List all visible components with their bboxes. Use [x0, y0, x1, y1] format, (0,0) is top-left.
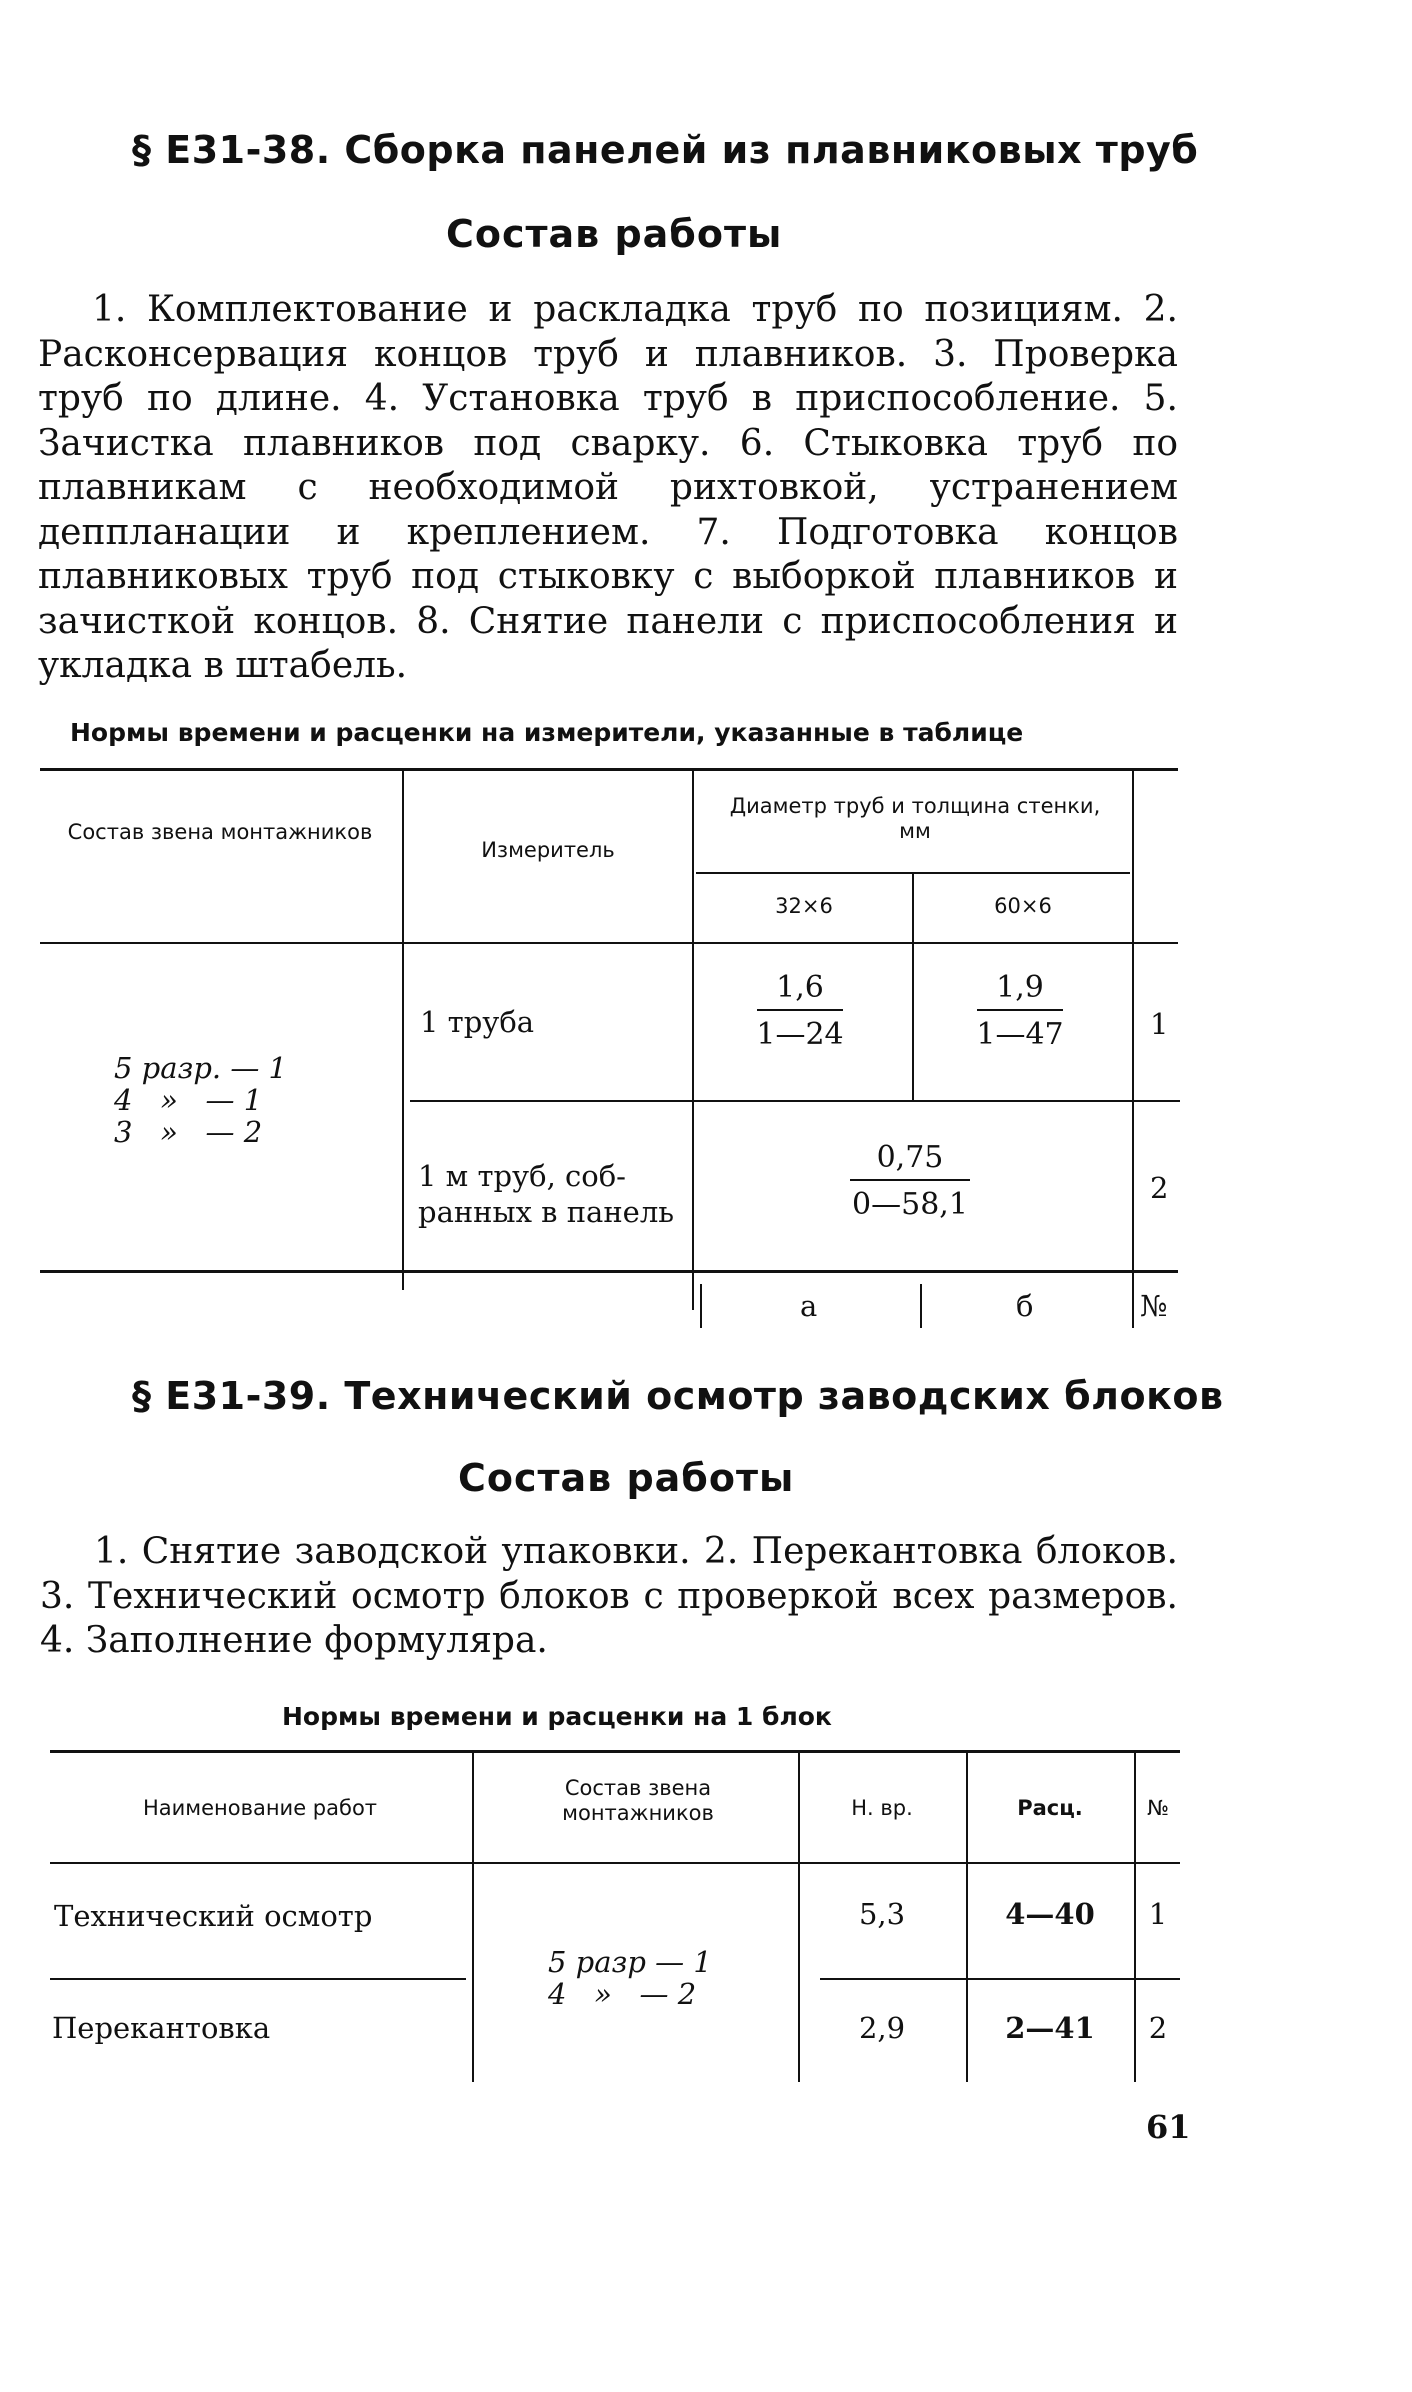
row2-merged-value: 0,75 0—58,1: [810, 1140, 1010, 1222]
row1-col-a-value: 1,6 1—24: [756, 970, 844, 1052]
row2-number-2: 2: [1148, 2011, 1168, 2045]
section1-subtitle: Состав работы: [446, 212, 783, 256]
row2-measure-line1: 1 м труб, соб-: [418, 1159, 626, 1193]
row1-price: 4—40: [1005, 1897, 1095, 1931]
row1-work: Технический осмотр: [54, 1899, 373, 1933]
row1-number: 1: [1150, 1007, 1169, 1041]
section1-paragraph: 1. Комплектование и раскладка труб по позициям. 2. Расконсервация концов труб и плавников. 3. Проверка труб по длине. 4. Установка труб в приспособление. 5. Зачистка плавников под сварку. 6. Стыковка труб по плавникам с необходимой рихтовкой, устранением деппланации и креплением. 7. Подготовка концов плавниковых труб под стыковку с выборкой плавников и зачисткой концов. 8. Снятие панели с приспособления и укладка в штабель.: [38, 289, 1178, 686]
row2-measure-line2: ранных в панель: [418, 1195, 675, 1229]
section2-subtitle: Состав работы: [458, 1456, 795, 1500]
section2-table-caption: Нормы времени и расценки на 1 блок: [282, 1702, 832, 1731]
footer-number: №: [1140, 1289, 1168, 1323]
row2-norm: 2,9: [858, 2011, 906, 2045]
section1-title: § Е31-38. Сборка панелей из плавниковых труб: [132, 128, 1199, 172]
header-price: Расц.: [1017, 1796, 1083, 1820]
row2-price: 2—41: [1005, 2011, 1095, 2045]
footer-col-b: б: [1016, 1289, 1034, 1323]
header-crew: Состав звена монтажников: [67, 820, 373, 844]
header-col-b: 60×6: [994, 894, 1052, 918]
header-col-a: 32×6: [775, 894, 833, 918]
header-work: Наименование работ: [142, 1796, 378, 1820]
header-norm: Н. вр.: [851, 1796, 913, 1820]
crew-composition: 5 разр. — 1 4 » — 1 3 » — 2: [114, 1051, 288, 1149]
row1-col-b-value: 1,9 1—47: [976, 970, 1064, 1052]
footer-col-a: а: [800, 1289, 818, 1323]
section2-title: § Е31-39. Технический осмотр заводских блоков: [132, 1374, 1224, 1418]
row2-work: Перекантовка: [52, 2011, 271, 2045]
header-measure: Измеритель: [481, 838, 615, 862]
header-diameter: Диаметр труб и толщина стенки, мм: [729, 794, 1101, 843]
page-number: 61: [1146, 2108, 1191, 2146]
row2-number: 2: [1150, 1171, 1169, 1205]
row1-number-2: 1: [1148, 1897, 1168, 1931]
crew-composition-2: 5 разр — 1 4 » — 2: [548, 1945, 712, 2011]
row1-measure: 1 труба: [420, 1005, 535, 1039]
section1-table-caption: Нормы времени и расценки на измерители, указанные в таблице: [70, 718, 1024, 747]
section2-paragraph: 1. Снятие заводской упаковки. 2. Перекантовка блоков. 3. Технический осмотр блоков с проверкой всех размеров. 4. Заполнение формуляра.: [40, 1531, 1178, 1661]
header-crew-2: Состав звена монтажников: [562, 1776, 714, 1825]
header-number: №: [1147, 1796, 1169, 1820]
row1-norm: 5,3: [858, 1897, 906, 1931]
